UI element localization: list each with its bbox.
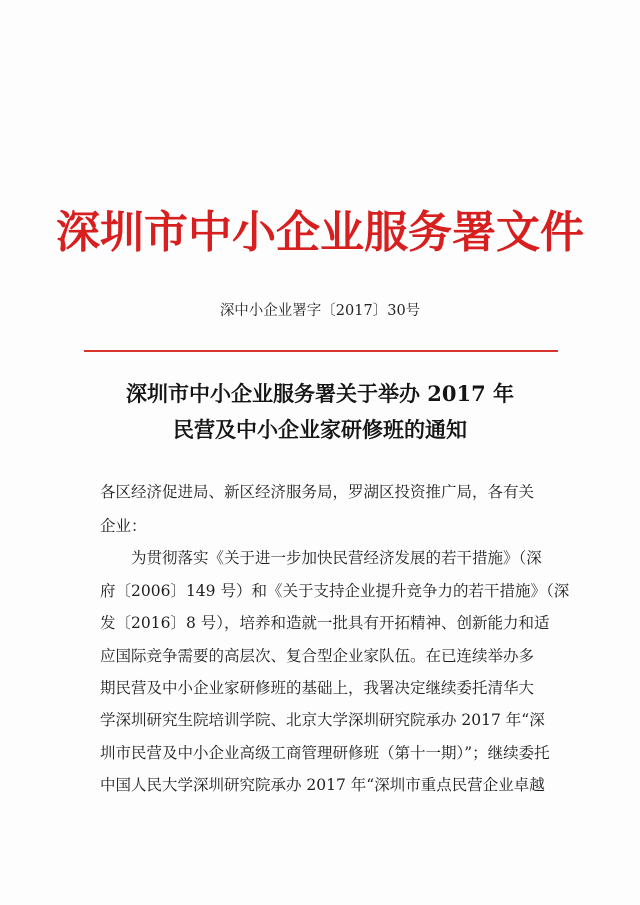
addressee-line-1: 各区经济促进局、新区经济服务局，罗湖区投资推广局，各有关 bbox=[100, 483, 535, 501]
body-line: 期民营及中小企业家研修班的基础上，我署决定继续委托清华大 bbox=[100, 679, 535, 697]
body-line: 应国际竞争需要的高层次、复合型企业家队伍。在已连续举办多 bbox=[100, 647, 535, 665]
addressee-line-2: 企业： bbox=[100, 517, 147, 535]
document-header-title: 深圳市中小企业服务署文件 bbox=[56, 207, 584, 258]
body-line: 圳市民营及中小企业高级工商管理研修班（第十一期）”；继续委托 bbox=[100, 744, 550, 762]
document-number: 深中小企业署字〔2017〕30号 bbox=[219, 303, 421, 319]
notice-title-line-1: 深圳市中小企业服务署关于举办 2017 年 bbox=[125, 381, 515, 406]
red-divider-line bbox=[84, 350, 558, 352]
body-line: 发〔2016〕8 号），培养和造就一批具有开拓精神、创新能力和适 bbox=[100, 614, 550, 632]
body-line: 学深圳研究生院培训学院、北京大学深圳研究院承办 2017 年“深 bbox=[100, 711, 545, 729]
notice-title-line-2: 民营及中小企业家研修班的通知 bbox=[173, 417, 467, 442]
body-line: 中国人民大学深圳研究院承办 2017 年“深圳市重点民营企业卓越 bbox=[100, 776, 545, 794]
body-line: 府〔2006〕149 号）和《关于支持企业提升竞争力的若干措施》（深 bbox=[100, 582, 570, 600]
body-line: 为贯彻落实《关于进一步加快民营经济发展的若干措施》（深 bbox=[131, 549, 542, 567]
